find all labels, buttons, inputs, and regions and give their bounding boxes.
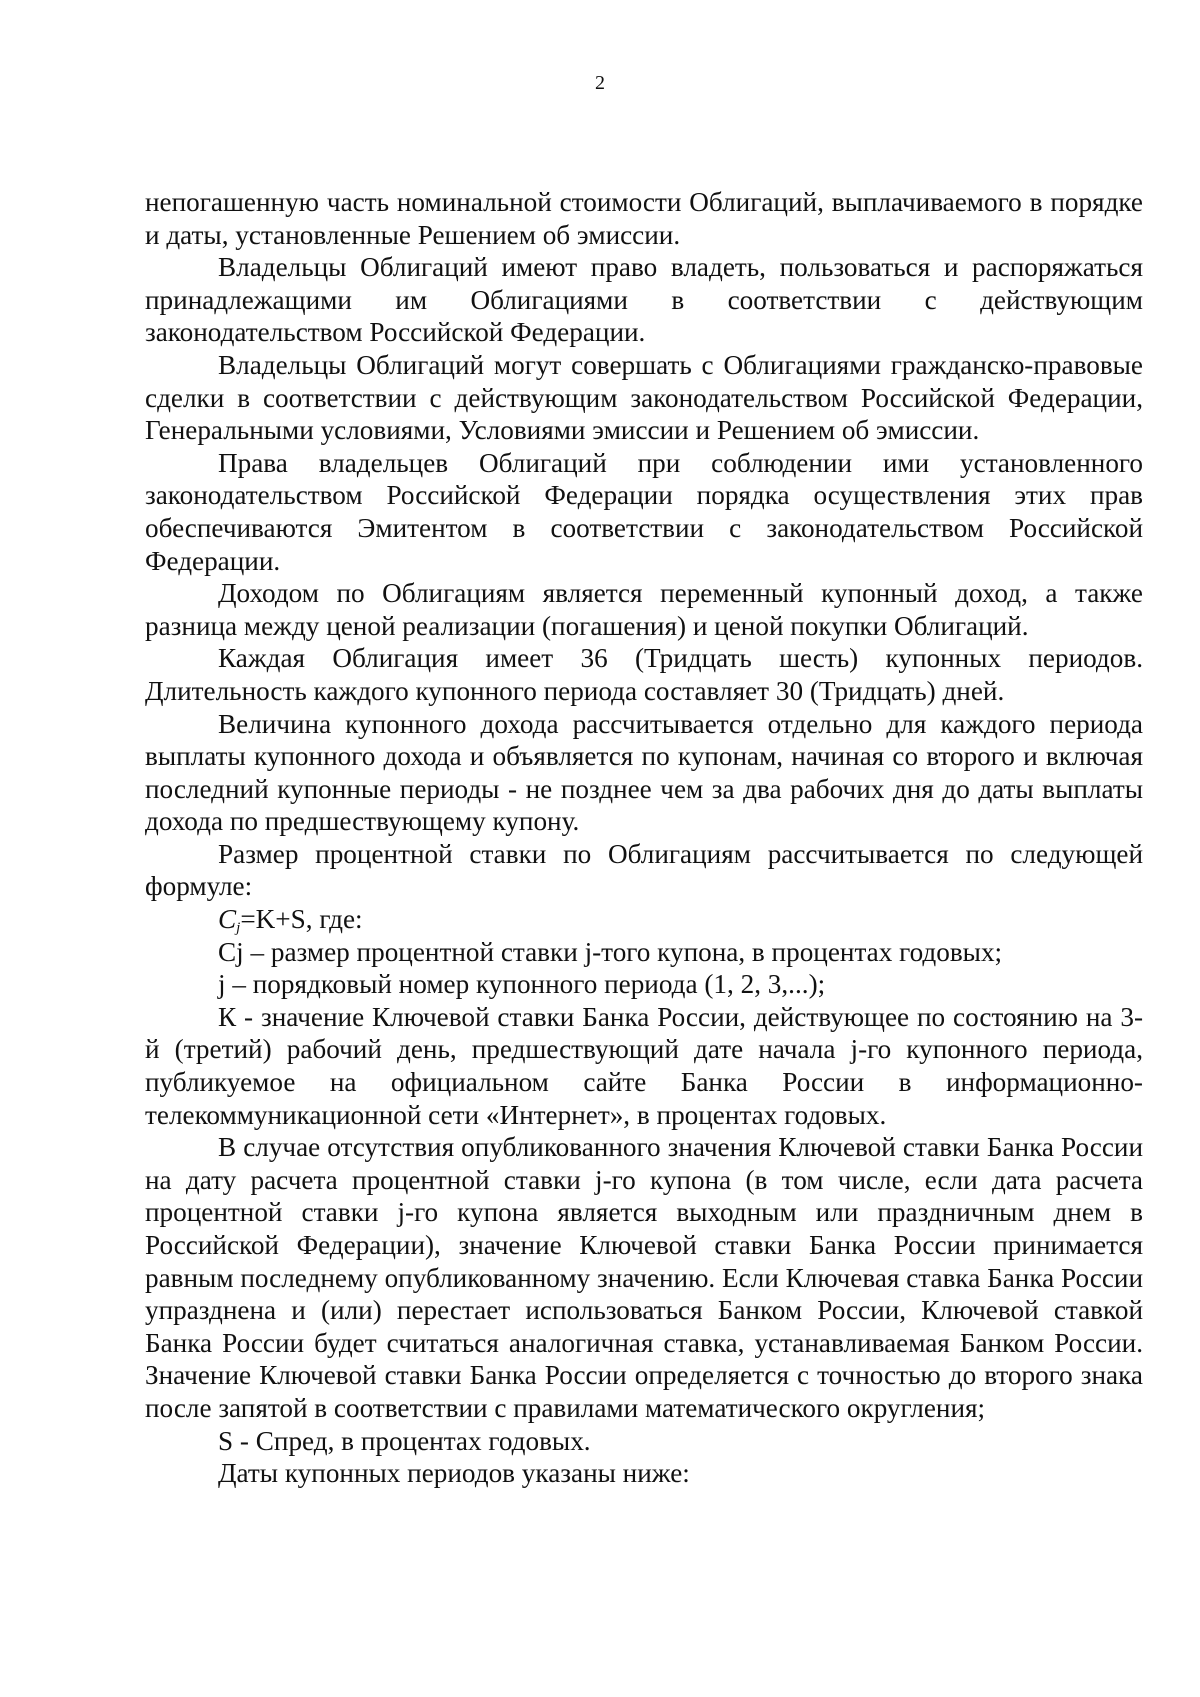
paragraph-income-definition: Доходом по Облигациям является переменный купонный доход, а также разница между ценой реализации (погашения) и ценой покупки Облигаций. — [145, 578, 1143, 641]
definition-key-rate: К - значение Ключевой ставки Банка России, действующее по состоянию на 3-й (третий) рабочий день, предшествующий дате начала j-го купонного периода, публикуемое на официальном сайте Банка России в информационно-телекоммуникационной сети «Интернет», в процентах годовых. — [145, 1001, 1143, 1130]
paragraph-coupon-periods: Каждая Облигация имеет 36 (Тридцать шесть) купонных периодов. Длительность каждого купонного периода составляет 30 (Тридцать) дней. — [145, 643, 1143, 706]
paragraph-owner-rights: Владельцы Облигаций имеют право владеть, пользоваться и распоряжаться принадлежащими им Облигациями в соответствии с действующим законодательством Российской Федерации. — [145, 252, 1143, 348]
paragraph-civil-transactions: Владельцы Облигаций могут совершать с Облигациями гражданско-правовые сделки в соответствии с действующим законодательством Российской Федерации, Генеральными условиями, Условиями эмиссии и Решением об эмиссии. — [145, 349, 1143, 446]
formula-rest: =K+S, где: — [240, 904, 363, 935]
formula-symbol: C — [218, 904, 237, 935]
paragraph-coupon-calculation: Величина купонного дохода рассчитывается отдельно для каждого периода выплаты купонного дохода и объявляется по купонам, начиная со второго и включая последний купонные периоды - не позднее чем за два рабочих дня до даты выплаты дохода по предшествующему купону. — [145, 708, 1143, 837]
definition-spread: S - Спред, в процентах годовых. — [218, 1425, 591, 1456]
definition-j: j – порядковый номер купонного периода (1, 2, 3,...); — [218, 969, 826, 1000]
paragraph-rights-guarantee: Права владельцев Облигаций при соблюдении ими установленного законодательством Российской Федерации порядка осуществления этих прав обеспечиваются Эмитентом в соответствии с законодательством Российской Федерации. — [145, 447, 1143, 576]
paragraph-coupon-dates-intro: Даты купонных периодов указаны ниже: — [218, 1458, 690, 1489]
page-number: 2 — [595, 72, 605, 94]
paragraph-rate-formula-intro: Размер процентной ставки по Облигациям рассчитывается по следующей формуле: — [145, 838, 1143, 902]
definition-cj: Cj – размер процентной ставки j-того купона, в процентах годовых; — [218, 936, 1003, 967]
rate-formula — [145, 903, 1143, 936]
paragraph-key-rate-fallback: В случае отсутствия опубликованного значения Ключевой ставки Банка России на дату расчета процентной ставки j-го купона (в том числе, если дата расчета процентной ставки j-го купона является выходным или праздничным днем в Российской Федерации), значение Ключевой ставки Банка России принимается равным последнему опубликованному значению. Если Ключевая ставка Банка России упразднена и (или) перестает использоваться Банком России, Ключевой ставкой Банка России будет считаться аналогичная ставка, устанавливаемая Банком России. Значение Ключевой ставки Банка России определяется с точностью до второго знака после запятой в соответствии с правилами математического округления; — [145, 1132, 1143, 1423]
document-body — [145, 186, 1143, 1490]
paragraph-bond-nominal: непогашенную часть номинальной стоимости Облигаций, выплачиваемого в порядке и даты, установленные Решением об эмиссии. — [145, 187, 1143, 250]
formula-subscript: j — [236, 920, 241, 937]
